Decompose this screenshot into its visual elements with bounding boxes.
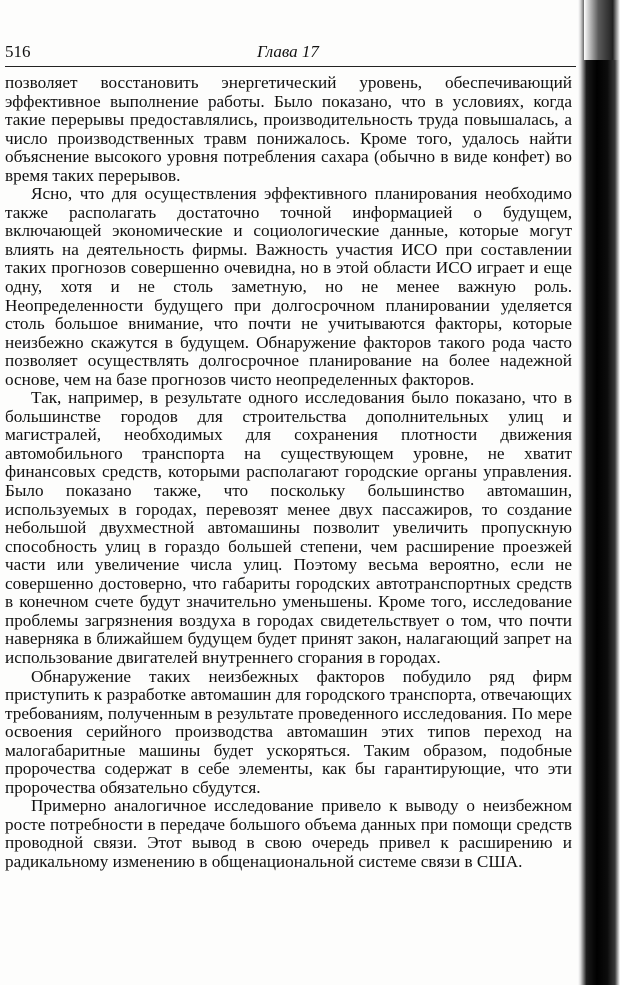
body-text <box>5 74 572 872</box>
paragraph: Примерно аналогичное исследование привело к выводу о неизбежном росте потребности в передаче большого объема данных при помощи средств проводной связи. Этот вывод в свою очередь привел к расширению и радикальному изменению в общенациональной системе связи в США. <box>5 796 572 871</box>
running-head-chapter: Глава 17 <box>257 42 319 61</box>
paragraph: Обнаружение таких неизбежных факторов побудило ряд фирм приступить к разработке автомашин для городского транспорта, отвечающих требованиям, полученным в результате проведенного исследования. По мере освоения серийного производства автомашин этих типов переход на малогабаритные машины будет ускоряться. Таким образом, подобные пророчества содержат в себе элементы, как бы гарантирующие, что эти пророчества обязательно сбудутся. <box>5 666 572 797</box>
book-binding-shadow <box>578 0 620 985</box>
page-number: 516 <box>5 42 31 61</box>
paragraph: Ясно, что для осуществления эффективного планирования необходимо также располагать достаточно точной информацией о будущем, включающей экономические и социологические данные, которые могут влиять на деятельность фирмы. Важность участия ИСО при составлении таких прогнозов совершенно очевидна, но в этой области ИСО играет и еще одну, хотя и не столь заметную, но не менее важную роль. Неопределенности будущего при долгосрочном планировании уделяется столь большое внимание, что почти не учитываются факторы, которые неизбежно скажутся в будущем. Обнаружение факторов такого рода часто позволяет осуществлять долгосрочное планирование на более надежной основе, чем на базе прогнозов чисто неопределенных факторов. <box>5 184 572 389</box>
book-binding-shadow-top <box>584 0 620 60</box>
header-rule <box>5 66 576 67</box>
paragraph: Так, например, в результате одного исследования было показано, что в большинстве городов для строительства дополнительных улиц и магистралей, необходимых для сохранения плотности движения автомобильного транспорта на существующем уровне, не хватит финансовых средств, которыми располагают городские органы управления. Было показано также, что поскольку большинство автомашин, используемых в городах, перевозят менее двух пассажиров, то создание небольшой двухместной автомашины позволит увеличить пропускную способность улиц в гораздо большей степени, чем расширение проезжей части или увеличение числа улиц. Поэтому весьма вероятно, если не совершенно достоверно, что габариты городских автотранспортных средств в конечном счете будут значительно уменьшены. Кроме того, исследование проблемы загрязнения воздуха в городах свидетельствует о том, что почти наверняка в ближайшем будущем будет принят закон, налагающий запрет на использование двигателей внутреннего сгорания в городах. <box>5 388 572 667</box>
page-header <box>5 42 575 64</box>
paragraph-continuation: позволяет восстановить энергетический уровень, обеспечивающий эффективное выполнение работы. Было показано, что в условиях, когда такие перерывы предоставлялись, производительность труда повышалась, а число производственных травм понижалось. Кроме того, удалось найти объяснение высокого уровня потребления сахара (обычно в виде конфет) во время таких перерывов. <box>5 73 572 185</box>
